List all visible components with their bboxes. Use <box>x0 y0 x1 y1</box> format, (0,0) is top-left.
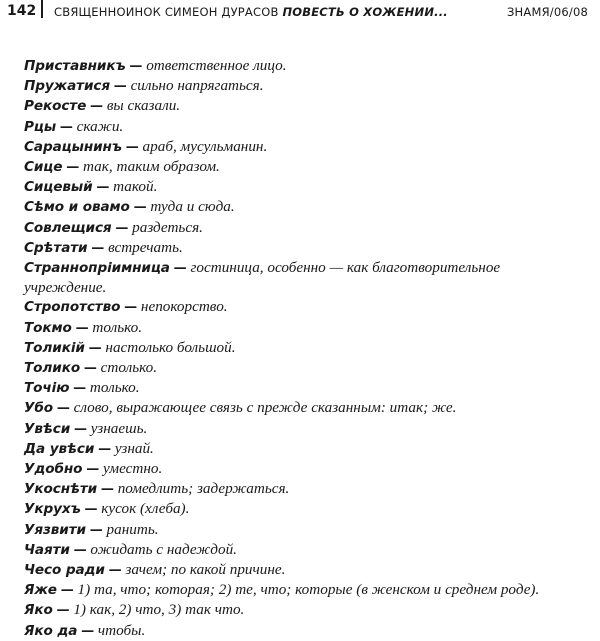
glossary-entry <box>24 378 584 398</box>
term-separator: — <box>81 623 95 639</box>
glossary-definition: встречать. <box>108 238 183 256</box>
term-separator: — <box>86 462 100 478</box>
glossary-term: Рцы <box>24 118 57 135</box>
term-separator: — <box>89 522 103 538</box>
glossary-entry <box>24 258 584 297</box>
term-separator: — <box>96 180 110 196</box>
glossary-entry <box>24 398 584 418</box>
glossary-entry <box>24 540 584 560</box>
glossary-definition: вы сказали. <box>106 97 181 115</box>
term-separator: — <box>124 300 138 316</box>
glossary-definition: скажи. <box>76 117 124 135</box>
glossary-definition: узнай. <box>114 439 154 457</box>
term-separator: — <box>73 421 87 437</box>
term-separator: — <box>90 99 104 115</box>
glossary-term: Да увѣси <box>24 440 95 457</box>
glossary-term: Пружатися <box>24 78 110 95</box>
glossary-term: Увѣси <box>24 420 71 437</box>
glossary-term: Укрухъ <box>24 501 81 518</box>
glossary-entry <box>24 117 584 137</box>
glossary-term: Яко да <box>24 622 78 639</box>
glossary-definition: чтобы. <box>97 621 146 639</box>
glossary-entry <box>24 297 584 317</box>
term-separator: — <box>91 240 105 256</box>
term-separator: — <box>173 261 187 277</box>
term-separator: — <box>66 160 80 176</box>
glossary-entry <box>24 96 584 116</box>
glossary-definition: сильно напрягаться. <box>130 77 264 95</box>
glossary-term: Совлещися <box>24 219 112 236</box>
glossary-term: Удобно <box>24 461 83 478</box>
term-separator: — <box>60 583 74 599</box>
glossary-definition: непокорство. <box>140 298 228 316</box>
glossary-term: Чесо ради <box>24 562 105 579</box>
running-header <box>0 0 600 26</box>
glossary-entry <box>24 137 584 157</box>
glossary-definition: уместно. <box>103 460 163 478</box>
glossary-term: Страннопріимница <box>24 260 170 277</box>
glossary-entry <box>24 621 584 641</box>
glossary-definition: помедлить; задержаться. <box>117 480 290 498</box>
glossary-term: Уязвити <box>24 521 86 538</box>
glossary-definition: столько. <box>100 359 158 377</box>
glossary-definition: 1) та, что; которая; 2) те, что; которые (в женском и среднем роде). <box>77 581 540 599</box>
glossary-definition: узнаешь. <box>90 419 148 437</box>
work-title: ПОВЕСТЬ О ХОЖЕНИИ... <box>282 5 448 19</box>
glossary-definition: кусок (хлеба). <box>101 500 190 518</box>
glossary-entry <box>24 358 584 378</box>
glossary-term: Укоснѣти <box>24 481 98 498</box>
term-separator: — <box>113 79 127 95</box>
glossary-list <box>24 56 584 641</box>
glossary-term: Точію <box>24 380 70 397</box>
glossary-definition: ответственное лицо. <box>146 57 287 74</box>
glossary-entry <box>24 177 584 197</box>
term-separator: — <box>129 59 143 74</box>
glossary-entry <box>24 479 584 499</box>
glossary-term: Толикій <box>24 339 85 356</box>
term-separator: — <box>59 119 73 135</box>
author-name: СВЯЩЕННОИНОК СИМЕОН ДУРАСОВ <box>54 5 279 19</box>
glossary-term: Толико <box>24 360 81 377</box>
glossary-term: Стропотство <box>24 299 121 316</box>
glossary-entry <box>24 499 584 519</box>
glossary-definition: так, таким образом. <box>83 158 220 176</box>
term-separator: — <box>73 542 87 558</box>
glossary-definition: 1) как, 2) что, 3) так что. <box>73 601 245 619</box>
glossary-term: Яже <box>24 582 57 599</box>
glossary-entry <box>24 238 584 258</box>
term-separator: — <box>56 603 70 619</box>
term-separator: — <box>133 200 147 216</box>
term-separator: — <box>125 139 139 155</box>
term-separator: — <box>115 220 129 236</box>
glossary-definition: слово, выражающее связь с прежде сказанным: итак; же. <box>73 399 457 417</box>
term-separator: — <box>83 361 97 377</box>
glossary-entry <box>24 419 584 439</box>
glossary-entry <box>24 600 584 620</box>
glossary-definition: ранить. <box>106 520 159 538</box>
glossary-term: Сѣмо и овамо <box>24 199 130 216</box>
glossary-definition: такой. <box>113 178 158 196</box>
glossary-entry <box>24 439 584 459</box>
glossary-entry <box>24 197 584 217</box>
glossary-term: Сарацынинъ <box>24 138 122 155</box>
glossary-definition: араб, мусульманин. <box>142 137 268 155</box>
journal-issue: ЗНАМЯ/06/08 <box>506 5 588 19</box>
glossary-term: Рекосте <box>24 98 87 115</box>
glossary-term: Сице <box>24 159 63 176</box>
glossary-term: Токмо <box>24 319 72 336</box>
glossary-entry <box>24 318 584 338</box>
page-number: 142 <box>7 3 37 19</box>
glossary-definition: настолько большой. <box>105 338 236 356</box>
glossary-definition: туда и сюда. <box>150 198 235 216</box>
term-separator: — <box>56 401 70 417</box>
running-title <box>54 5 448 19</box>
glossary-entry <box>24 76 584 96</box>
term-separator: — <box>88 340 102 356</box>
glossary-term: Чаяти <box>24 541 70 558</box>
glossary-definition: только. <box>92 318 143 336</box>
glossary-term: Яко <box>24 602 53 619</box>
term-separator: — <box>75 320 89 336</box>
glossary-entry <box>24 338 584 358</box>
header-divider <box>41 0 43 18</box>
glossary-definition: зачем; по какой причине. <box>125 561 286 579</box>
glossary-definition: раздеться. <box>132 218 203 236</box>
term-separator: — <box>84 502 98 518</box>
term-separator: — <box>98 441 112 457</box>
glossary-entry <box>24 560 584 580</box>
glossary-term: Убо <box>24 400 54 417</box>
glossary-definition: гостиница, особенно — как благотворительное учреждение. <box>24 259 501 297</box>
glossary-definition: только. <box>89 379 140 397</box>
glossary-definition: ожидать с надеждой. <box>90 540 237 558</box>
term-separator: — <box>108 563 122 579</box>
glossary-entry <box>24 218 584 238</box>
glossary-entry <box>24 459 584 479</box>
glossary-entry <box>24 56 584 76</box>
glossary-entry <box>24 157 584 177</box>
glossary-term: Срѣтати <box>24 239 88 256</box>
glossary-entry <box>24 580 584 600</box>
term-separator: — <box>73 381 87 397</box>
glossary-entry <box>24 520 584 540</box>
glossary-term: Сицевый <box>24 179 93 196</box>
term-separator: — <box>100 482 114 498</box>
glossary-term: Приставникъ <box>24 58 126 74</box>
